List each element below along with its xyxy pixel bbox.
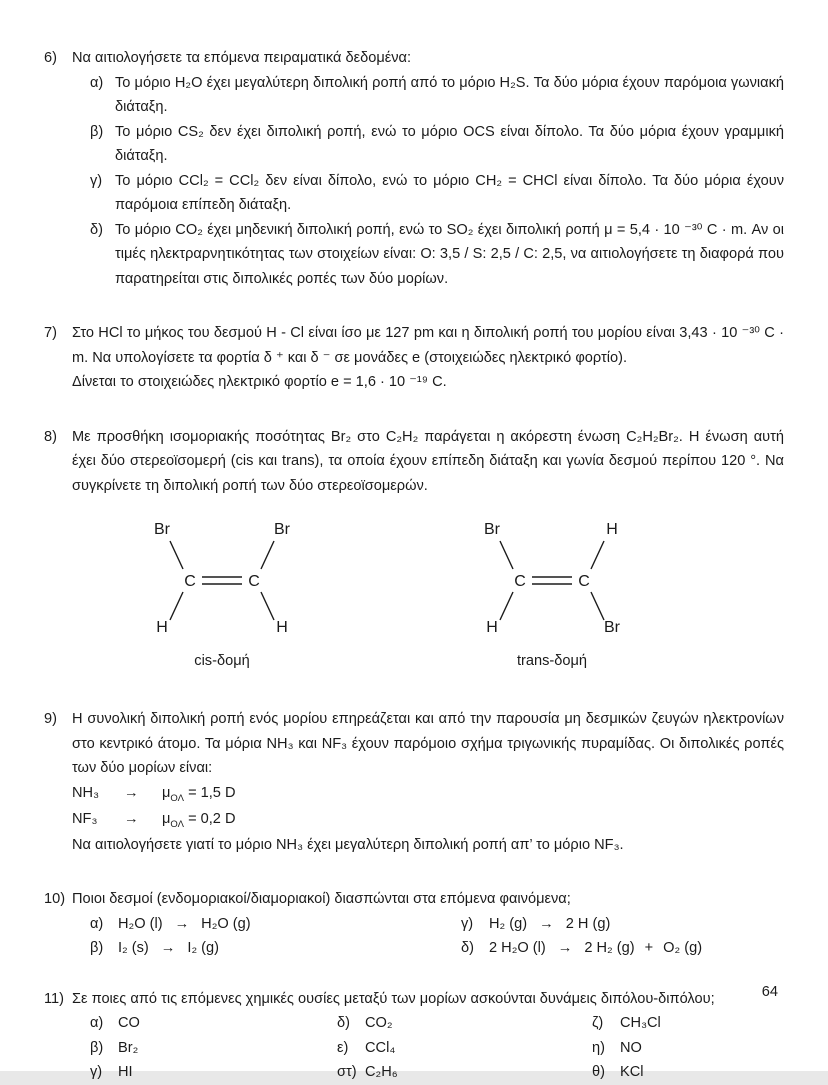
question-7 — [44, 321, 784, 395]
trans-structure-label: trans-δομή — [516, 652, 588, 669]
item-label: δ) — [90, 221, 103, 238]
arrow-icon: → — [160, 940, 176, 957]
item-label: ε) — [337, 1039, 349, 1056]
question-10-intro: Ποιοι δεσμοί (ενδομοριακοί/διαμοριακοί) διασπώνται στα επόμενα φαινόμενα; — [72, 891, 571, 908]
trans-structure-diagram — [442, 508, 662, 673]
bond-line — [170, 592, 183, 620]
atom-label: H — [606, 521, 618, 539]
question-7-given: Δίνεται το στοιχειώδες ηλεκτρικό φορτίο e = 1,6 · 10 ⁻¹⁹ C. — [72, 374, 447, 391]
question-9 — [44, 707, 784, 857]
substance-item — [90, 1011, 337, 1036]
item-label: ζ) — [592, 1015, 604, 1032]
bond-line — [591, 541, 604, 569]
item-label: β) — [90, 1039, 104, 1056]
arrow-icon: → — [174, 915, 190, 932]
molecule-formula: NH₃ — [72, 784, 100, 801]
question-11-column-2 — [337, 1011, 592, 1085]
equation-item — [461, 912, 784, 937]
isomer-diagrams — [112, 508, 784, 673]
substance-formula: HI — [118, 1064, 133, 1081]
item-label: γ) — [461, 915, 474, 932]
substance-item — [592, 1011, 784, 1036]
atom-label: Br — [274, 521, 290, 539]
mu-subscript: ΟΛ — [170, 818, 184, 830]
question-8-text: Με προσθήκη ισομοριακής ποσότητας Br₂ στο C₂H₂ παράγεται η ακόρεστη ένωση C₂H₂Br₂. Η ένωση αυτή έχει δύο στερεοϊσομερή (cis και trans), τα οποία έχουν επίπεδη διάταξη και γωνία δεσμού περίπου 120 °. Να συγκρίνετε τη διπολική ροπή των δύο στερεοϊσομερών. — [72, 428, 784, 494]
question-10-right-column — [461, 912, 784, 961]
item-label: α) — [90, 915, 104, 932]
question-6-item-a — [90, 71, 784, 120]
substance-item — [337, 1036, 592, 1061]
item-label: στ) — [337, 1064, 357, 1081]
question-7-text: Στο HCl το μήκος του δεσμού H - Cl είναι ίσο με 127 pm και η διπολική ροπή του μορίου είναι 3,43 · 10 ⁻³⁰ C · m. Να υπολογίσετε τα φορτία δ ⁺ και δ ⁻ σε μονάδες e (στοιχειώδες ηλεκτρικό φορτίο). — [72, 325, 784, 366]
question-10 — [44, 887, 784, 961]
equation-lhs: I₂ (s) — [118, 940, 149, 957]
equation-rhs: 2 H₂ (g) — [584, 940, 635, 957]
question-10-grid — [90, 912, 784, 961]
question-11 — [44, 987, 784, 1085]
dipole-row-nh3 — [72, 781, 784, 807]
item-label: γ) — [90, 172, 103, 189]
bond-line — [591, 592, 604, 620]
atom-label: C — [514, 573, 526, 591]
substance-formula: CH₃Cl — [620, 1015, 661, 1032]
atom-label: Br — [154, 521, 170, 539]
atom-label: C — [578, 573, 590, 591]
item-label: θ) — [592, 1064, 605, 1081]
equation-lhs: H₂O (l) — [118, 915, 163, 932]
substance-item — [90, 1060, 337, 1085]
substance-item — [337, 1011, 592, 1036]
arrow-icon: → — [539, 915, 554, 932]
question-9-intro: Η συνολική διπολική ροπή ενός μορίου επηρεάζεται και από την παρουσία μη δεσμικών ζευγών ηλεκτρονίων στο κεντρικό άτομο. Τα μόρια NH₃ και NF₃ έχουν παρόμοιο σχήμα τριγωνικής πυραμίδας. Οι διπολικές ροπές των δύο μορίων είναι: — [72, 711, 784, 777]
atom-label: Br — [484, 521, 500, 539]
mu-subscript: ΟΛ — [170, 792, 184, 804]
question-9-number: 9) — [44, 711, 57, 728]
cis-structure-label: cis-δομή — [194, 652, 250, 669]
substance-formula: Br₂ — [118, 1039, 139, 1056]
equation-lhs: H₂ (g) — [489, 915, 528, 932]
question-11-intro: Σε ποιες από τις επόμενες χημικές ουσίες μεταξύ των μορίων ασκούνται δυνάμεις διπόλου-διπόλου; — [72, 990, 715, 1007]
question-9-outro: Να αιτιολογήσετε γιατί το μόριο NH₃ έχει μεγαλύτερη διπολική ροπή απ’ το μόριο NF₃. — [72, 836, 624, 853]
question-8 — [44, 425, 784, 682]
equation-rhs: 2 H (g) — [565, 915, 611, 932]
trans-structure-svg — [442, 508, 662, 636]
item-label: α) — [90, 74, 104, 91]
question-6-number: 6) — [44, 50, 57, 66]
question-7-number: 7) — [44, 325, 57, 342]
bond-line — [500, 592, 513, 620]
question-11-grid — [90, 1011, 784, 1085]
item-text: Το μόριο CCl₂ = CCl₂ δεν είναι δίπολο, ενώ το μόριο CH₂ = CHCl είναι δίπολο. Τα δύο μόρια έχουν παρόμοια επίπεδη διάταξη. — [115, 172, 784, 214]
item-text: Το μόριο CS₂ δεν έχει διπολική ροπή, ενώ το μόριο OCS είναι δίπολο. Τα δύο μόρια έχουν γραμμική διάταξη. — [115, 123, 784, 165]
item-label: δ) — [337, 1015, 350, 1032]
question-8-number: 8) — [44, 428, 57, 445]
substance-item — [592, 1060, 784, 1085]
bond-line — [500, 541, 513, 569]
item-label: δ) — [461, 940, 474, 957]
item-label: α) — [90, 1015, 104, 1032]
atom-label: H — [156, 619, 168, 637]
arrow-icon: → — [124, 810, 139, 827]
equation-lhs: 2 H₂O (l) — [489, 940, 546, 957]
item-label: β) — [90, 123, 104, 140]
substance-formula: C₂H₆ — [365, 1064, 398, 1081]
item-label: η) — [592, 1039, 605, 1056]
atom-label: C — [248, 573, 260, 591]
bond-line — [261, 541, 274, 569]
dipole-row-nf3 — [72, 807, 784, 833]
mu-value: = 1,5 D — [188, 784, 236, 801]
mu-symbol: μ — [162, 784, 171, 801]
substance-item — [592, 1036, 784, 1061]
arrow-icon: → — [124, 784, 139, 801]
equation-rhs2: O₂ (g) — [663, 940, 703, 957]
question-11-column-1 — [90, 1011, 337, 1085]
arrow-icon: → — [557, 940, 573, 957]
question-10-left-column — [90, 912, 461, 961]
equation-item — [461, 936, 784, 961]
atom-label: H — [486, 619, 498, 637]
question-6-item-b — [90, 120, 784, 169]
question-6 — [44, 46, 784, 291]
equation-item — [90, 936, 461, 961]
atom-label: Br — [604, 619, 620, 637]
dipole-value — [162, 781, 236, 807]
mu-symbol: μ — [162, 810, 171, 827]
item-text: Το μόριο H₂O έχει μεγαλύτερη διπολική ροπή από το μόριο H₂S. Τα δύο μόρια έχουν παρόμοια γωνιακή διάταξη. — [115, 74, 784, 116]
question-10-number: 10) — [44, 891, 66, 908]
equation-item — [90, 912, 461, 937]
item-label: β) — [90, 940, 104, 957]
cis-structure-diagram — [112, 508, 332, 673]
question-6-item-d — [90, 218, 784, 292]
plus-sign: + — [644, 940, 654, 957]
page-number: 64 — [761, 984, 778, 1000]
question-11-number: 11) — [44, 990, 65, 1007]
molecule-formula: NF₃ — [72, 810, 98, 827]
equation-rhs: I₂ (g) — [187, 940, 220, 957]
question-11-column-3 — [592, 1011, 784, 1085]
bond-line — [170, 541, 183, 569]
substance-item — [90, 1036, 337, 1061]
question-6-item-c — [90, 169, 784, 218]
question-6-intro: Να αιτιολογήσετε τα επόμενα πειραματικά δεδομένα: — [72, 50, 412, 66]
substance-formula: CO₂ — [365, 1015, 393, 1032]
bond-line — [261, 592, 274, 620]
atom-label: H — [276, 619, 288, 637]
substance-formula: NO — [620, 1039, 642, 1056]
substance-formula: CO — [118, 1015, 140, 1032]
equation-rhs: H₂O (g) — [201, 915, 251, 932]
cis-structure-svg — [112, 508, 332, 636]
item-text: Το μόριο CO₂ έχει μηδενική διπολική ροπή, ενώ το SO₂ έχει διπολική ροπή μ = 5,4 · 10 ⁻³⁰ C · m. Αν οι τιμές ηλεκτραρνητικότητας των στοιχείων είναι: O: 3,5 / S: 2,5 / C: 2,5, να αιτιολογήσετε τη διαφορά που παρατηρείται στις διπολικές ροπές των δύο μορίων. — [115, 221, 784, 287]
substance-formula: CCl₄ — [365, 1039, 396, 1056]
substance-formula: KCl — [620, 1064, 644, 1081]
dipole-value — [162, 807, 236, 833]
mu-value: = 0,2 D — [188, 810, 236, 827]
substance-item — [337, 1060, 592, 1085]
item-label: γ) — [90, 1064, 103, 1081]
atom-label: C — [184, 573, 196, 591]
